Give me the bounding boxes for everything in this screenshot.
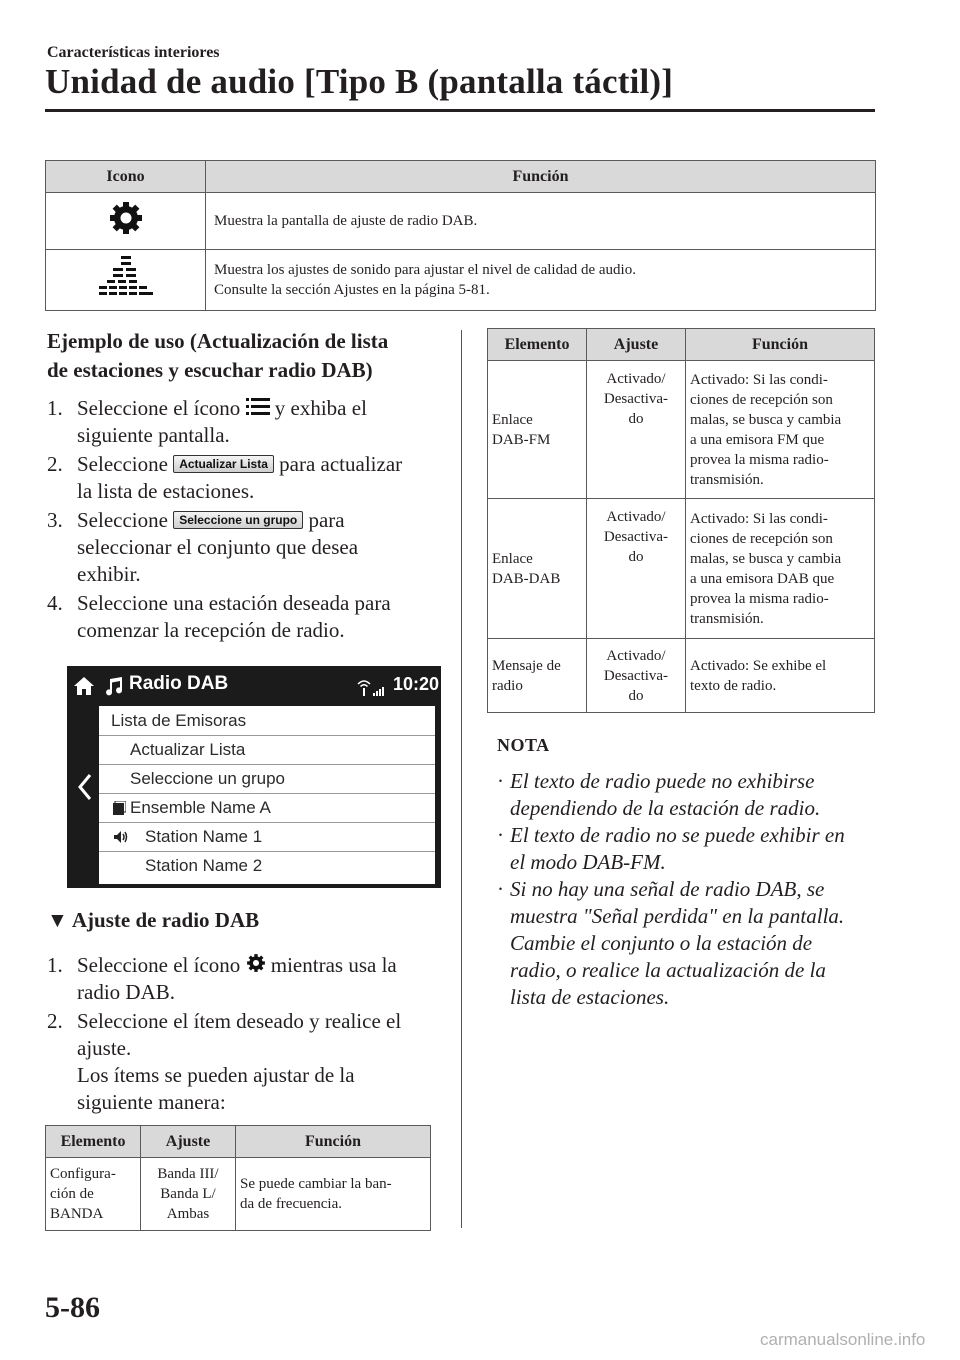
step-text: y exhiba el [274,396,367,420]
table-cell [587,639,686,713]
table-cell [46,250,206,311]
cell-line: ciones de recepción son [690,391,833,408]
bullet: · [497,823,504,847]
cell-line: Banda III/ [157,1166,219,1182]
step-item [47,395,442,449]
signal-icon [355,677,389,697]
cell-line: ción de [50,1186,94,1202]
list-item[interactable] [99,706,435,736]
table-cell [686,499,875,639]
step-text: siguiente manera: [77,1090,226,1114]
screen-time: 10:20 [393,674,440,694]
cell-line: provea la misma radio- [690,590,829,607]
list-icon [246,398,270,416]
cell-line: Mensaje de [492,657,561,674]
dab-setting-heading [47,906,442,935]
triangle-bullet-icon: ▼ [47,908,68,932]
list-item-label: Ensemble Name A [130,798,271,817]
cell-line: Activado/ [606,647,666,664]
step-number: 2. [47,452,63,476]
title-rule [45,109,875,112]
text-line: Muestra los ajustes de sonido para ajustar el nivel de calidad de audio. [214,262,636,278]
note-item [497,768,882,822]
table-row [488,499,875,639]
table-header: Ajuste [587,329,686,361]
note-item [497,876,882,1011]
note-line: El texto de radio puede no exhibirse [510,769,815,793]
list-item[interactable] [99,851,435,880]
note-line: lista de estaciones. [510,985,670,1009]
note-item [497,822,882,876]
cell-line: a una emisora FM que [690,431,825,448]
step-text: para [308,508,345,532]
page-number: 5-86 [45,1291,100,1324]
band-settings-table [45,1125,431,1231]
list-item[interactable] [99,793,435,823]
step-text: Seleccione una estación deseada para [77,591,391,615]
step-item [47,1008,442,1116]
cell-line: malas, se busca y cambia [690,411,842,428]
cell-line: a una emisora DAB que [690,570,835,587]
dab-link-settings-table [487,328,875,713]
step-number: 1. [47,396,63,420]
table-header: Icono [46,161,206,193]
step-number: 3. [47,508,63,532]
table-row [46,1158,431,1231]
cell-line: provea la misma radio- [690,451,829,468]
watermark: carmanualsonline.info [760,1330,926,1349]
table-cell [587,361,686,499]
icon-function-table [45,160,876,311]
heading-text: Ajuste de radio DAB [71,908,260,932]
cell-line: Desactiva- [603,529,669,545]
cell-line: do [628,687,644,704]
cell-line: radio [492,677,523,694]
step-text: la lista de estaciones. [77,479,255,503]
list-item-label: Station Name 2 [145,856,263,875]
cell-line: Activado/ [606,509,666,525]
table-header: Elemento [488,329,587,361]
table-row [46,193,876,250]
list-item[interactable] [99,764,435,794]
table-header: Función [206,161,876,193]
table-header: Función [236,1126,431,1158]
section-label: Características interiores [47,44,220,61]
text-line: Consulte la sección Ajustes en la página 5-81. [214,282,490,298]
screen-title: Radio DAB [129,673,229,694]
cell-line: transmisión. [690,471,764,488]
step-item [47,451,442,505]
cell-line: Activado: Si las condi- [690,510,828,527]
cell-line: Enlace [492,550,533,567]
step-item [47,507,442,588]
cell-line: DAB-DAB [492,570,561,587]
step-text: mientras usa la [270,953,397,977]
table-cell [206,250,876,311]
table-cell [141,1158,236,1231]
note-line: radio, o realice la actualización de la [510,958,826,982]
table-cell [686,361,875,499]
note-line: Si no hay una señal de radio DAB, se [510,877,825,901]
equalizer-icon [99,254,153,300]
list-item-label: Lista de Emisoras [111,711,247,730]
cell-line: Configura- [50,1166,116,1182]
home-icon [73,676,95,696]
cell-line: Activado: Se exhibe el [690,657,827,674]
cell-line: do [628,411,644,427]
station-list [99,706,435,884]
seleccione-grupo-button: Seleccione un grupo [173,511,303,529]
list-item-label: Actualizar Lista [130,740,246,759]
ensemble-icon [113,801,126,815]
heading-line: Ejemplo de uso (Actualización de lista [47,329,389,353]
step-text: Seleccione el ítem deseado y realice el [77,1009,402,1033]
table-row [488,639,875,713]
note-line: dependiendo de la estación de radio. [510,796,821,820]
table-row [46,250,876,311]
page-title: Unidad de audio [Tipo B (pantalla táctil)] [45,62,674,101]
step-number: 1. [47,953,63,977]
step-text: Seleccione el ícono [77,953,241,977]
step-text: Seleccione [77,508,168,532]
screen-header [67,666,441,706]
cell-line: transmisión. [690,610,764,627]
step-text: radio DAB. [77,980,175,1004]
cell-line: Se puede cambiar la ban- [240,1176,392,1192]
note-list [497,768,882,1011]
table-header: Elemento [46,1126,141,1158]
speaker-icon [113,830,129,844]
table-cell [46,193,206,250]
heading-line: de estaciones y escuchar radio DAB) [47,358,373,382]
cell-line: do [628,549,644,565]
cell-line: Activado: Si las condi- [690,371,828,388]
step-number: 4. [47,591,63,615]
step-text: ajuste. [77,1036,132,1060]
cell-line: ciones de recepción son [690,530,833,547]
step-text: exhibir. [77,562,141,586]
gear-icon [246,953,266,973]
table-header: Ajuste [141,1126,236,1158]
step-text: seleccionar el conjunto que desea [77,535,359,559]
cell-line: DAB-FM [492,431,551,448]
list-item-label: Seleccione un grupo [130,769,286,788]
step-item [47,590,442,644]
radio-screen [67,666,441,888]
note-label: NOTA [497,735,550,755]
step-number: 2. [47,1009,63,1033]
example-heading [47,327,442,385]
cell-line: BANDA [50,1206,104,1222]
table-cell [488,361,587,499]
note-line: El texto de radio no se puede exhibir en [510,823,845,847]
note-line: muestra "Señal perdida" en la pantalla. [510,904,845,928]
table-cell [488,499,587,639]
note-line: el modo DAB-FM. [510,850,666,874]
gear-icon [108,200,144,236]
cell-line: texto de radio. [690,677,777,694]
actualizar-lista-button: Actualizar Lista [173,455,274,473]
step-text: Seleccione el ícono [77,396,241,420]
cell-line: da de frecuencia. [240,1196,343,1212]
step-text: Seleccione [77,452,168,476]
step-text: comenzar la recepción de radio. [77,618,345,642]
table-row [488,361,875,499]
dab-setting-steps [47,952,442,1116]
cell-line: Enlace [492,411,533,428]
cell-line: Banda L/ [160,1186,216,1202]
table-cell [236,1158,431,1231]
step-text: para actualizar [279,452,403,476]
table-cell [488,639,587,713]
example-steps [47,395,442,644]
table-header: Función [686,329,875,361]
list-item[interactable] [99,822,435,852]
step-text: Los ítems se pueden ajustar de la [77,1063,355,1087]
table-cell [686,639,875,713]
step-item [47,952,442,1006]
cell-line: Desactiva- [603,391,669,407]
bullet: · [497,877,504,901]
music-note-icon [105,676,123,696]
list-item[interactable] [99,735,435,765]
table-cell [587,499,686,639]
step-text: siguiente pantalla. [77,423,230,447]
note-line: Cambie el conjunto o la estación de [510,931,813,955]
cell-line: Activado/ [606,371,666,387]
back-chevron-icon [77,773,93,801]
column-divider [461,330,462,1228]
table-cell [46,1158,141,1231]
cell-line: Ambas [166,1206,210,1222]
table-cell: Muestra la pantalla de ajuste de radio DAB. [206,193,876,250]
cell-line: Desactiva- [603,667,669,684]
bullet: · [497,769,504,793]
cell-line: malas, se busca y cambia [690,550,842,567]
list-item-label: Station Name 1 [145,827,263,846]
